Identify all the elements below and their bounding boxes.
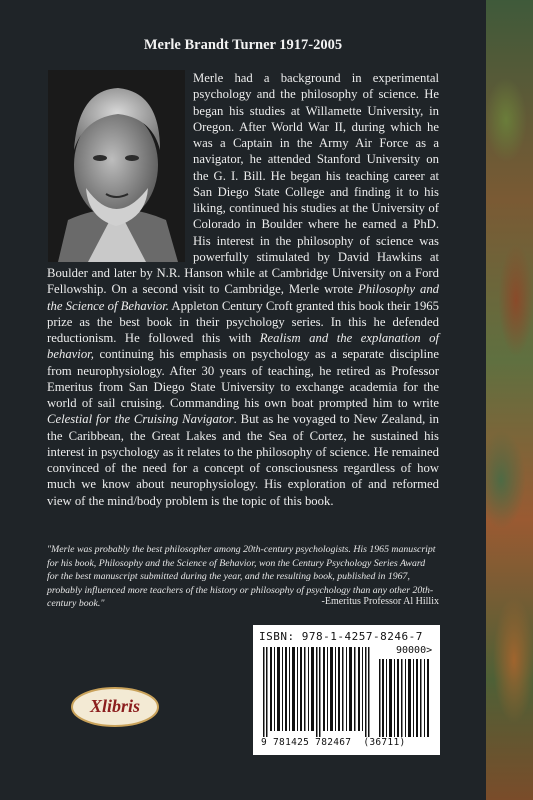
bio-text-2: Appleton Century Croft granted this book their 1965 prize as the best book in their psychology series. In this he defended reductionism. He followed this with [47, 298, 439, 345]
publisher-name: Xlibris [89, 696, 141, 716]
author-biography [47, 70, 439, 509]
bio-text-4: . But as he voyaged to New Zealand, in the Caribbean, the Great Lakes and the Sea of Cortez, he sustained his interest in psychology as it relates to the philosophy of science. He remained convinced of the need for a concept of consciousness regardless of how much we know about neurophysiology. His exploration of and reformed view of the mind/body problem is the topic of this book. [47, 412, 439, 508]
endorsement-attribution: -Emeritus Professor Al Hillix [321, 596, 439, 607]
front-cover-painting-edge [486, 0, 533, 800]
bio-text-3: continuing his emphasis on psychology as a separate discipline from neurophysiology. After 30 years of teaching, he retired as Professor Emeritus from San Diego State University to exchange academia for the world of sail cruising. Commanding his own boat prompted him to write [47, 347, 439, 410]
bio-text-1: Merle had a background in experimental psychology and the philosophy of science. He began his studies at Willamette University, in Oregon. After World War II, during which he was a Captain in the Army Air Force as a navigator, he attended Stanford University on the G. I. Bill. He began his teaching career at San Diego State College and finding it to his liking, continued his studies at the University of Colorado in Boulder where he earned a PhD. His interest in the philosophy of science was powerfully stimulated by David Hawkins at Boulder and later by N.R. Hanson while at Cambridge University on a Ford Fellowship. On a second visit to Cambridge, Merle wrote [47, 71, 439, 297]
book-title-1: Philosophy and the Science of Behavior. [47, 282, 440, 313]
endorsement-quote: "Merle was probably the best philosopher among 20th-century psychologists. His 1965 manuscript for his book, Philosophy and the Science of Behavior, won the Century Psychology Series Award for the best manuscript submitted during the year, and the resulting book, published in 1967, probably influenced more teachers of the history or philosophy of psychology than any other 20th-century book." [47, 544, 436, 610]
book-title-3: Celestial for the Cruising Navigator [47, 412, 234, 427]
isbn-label: ISBN: 978-1-4257-8246-7 [259, 630, 423, 643]
barcode-digits: 9 781425 782467 (36711) [261, 737, 406, 748]
price-code: 90000> [396, 645, 433, 656]
author-title: Merle Brandt Turner 1917-2005 [143, 37, 343, 53]
barcode-panel [253, 625, 440, 755]
isbn-barcode [259, 647, 437, 739]
book-title-2: Realism and the explanation of behavior, [47, 331, 439, 362]
